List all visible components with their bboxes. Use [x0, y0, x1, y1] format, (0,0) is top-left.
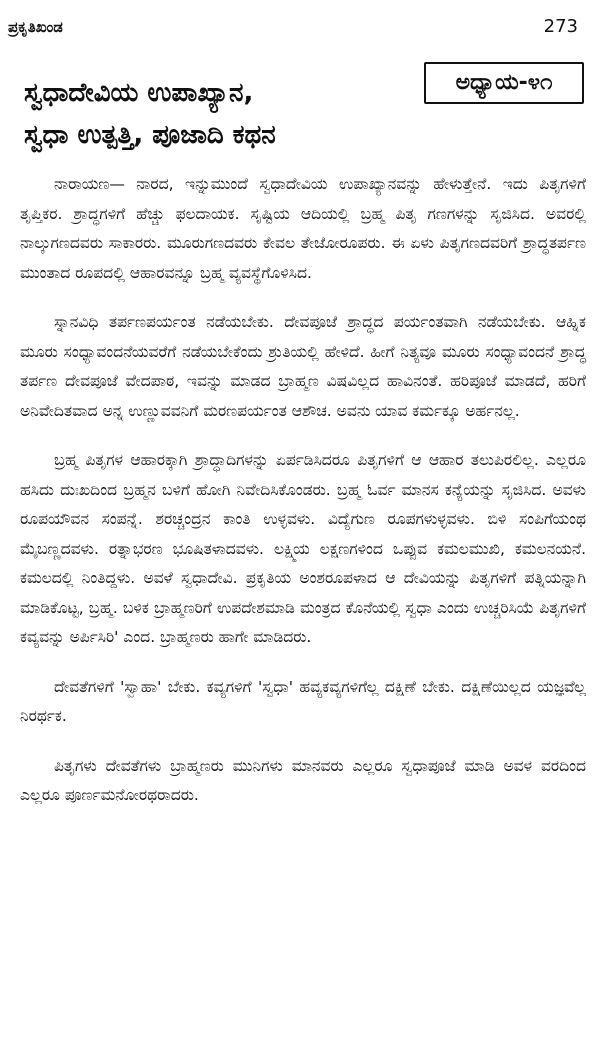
page-number: 273 — [543, 16, 578, 37]
paragraph-4: ದೇವತೆಗಳಿಗೆ 'ಸ್ವಾಹಾ' ಬೇಕು. ಕವ್ಯಗಳಿಗೆ 'ಸ್ವಧಾ' ಹವ್ಯಕವ್ಯಗಳಿಗೆಲ್ಲ ದಕ್ಷಿಣೆ ಬೇಕು. ದಕ್ಷಿಣೆಯಿಲ್ಲದ ಯಜ್ಞವೆಲ್ಲ ನಿರರ್ಥಕ. — [20, 677, 586, 725]
title-line-1: ಸ್ವಧಾದೇವಿಯ ಉಪಾಖ್ಯಾನ, — [24, 78, 254, 108]
paragraph-1: ನಾರಾಯಣ— ನಾರದ, ಇನ್ನುಮುಂದೆ ಸ್ವಧಾದೇವಿಯ ಉಪಾಖ್ಯಾನವನ್ನು ಹೇಳುತ್ತೇನೆ. ಇದು ಪಿತೃಗಳಿಗೆ ತೃಪ್ತಿಕರ. ಶ್ರಾದ್ಧಗಳಿಗೆ ಹೆಚ್ಚು ಫಲದಾಯಕ. ಸೃಷ್ಟಿಯ ಆದಿಯಲ್ಲಿ ಬ್ರಹ್ಮ ಪಿತೃ ಗಣಗಳನ್ನು ಸೃಜಿಸಿದ. ಅವರಲ್ಲಿ ನಾಲ್ಕುಗಣದವರು ಸಾಕಾರರು. ಮೂರುಗಣದವರು ಕೇವಲ ತೇಜೋರೂಪರು. ಈ ಏಳು ಪಿತೃಗಣದವರಿಗೆ ಶ್ರಾದ್ಧತರ್ಪಣ ಮುಂತಾದ ರೂಪದಲ್ಲಿ ಆಹಾರವನ್ನೂ ಬ್ರಹ್ಮ ವ್ಯವಸ್ಥೆಗೊಳಿಸಿದ. — [20, 175, 586, 282]
chapter-title — [24, 72, 419, 156]
title-line-2: ಸ್ವಧಾ ಉತ್ಪತ್ತಿ, ಪೂಜಾದಿ ಕಥನ — [24, 120, 276, 150]
body-text — [20, 170, 586, 831]
chapter-number-box: ಅಧ್ಯಾಯ-೪೧ — [424, 62, 584, 104]
paragraph-5: ಪಿತೃಗಳು ದೇವತೆಗಳು ಬ್ರಾಹ್ಮಣರು ಮುನಿಗಳು ಮಾನವರು ಎಲ್ಲರೂ ಸ್ವಧಾಪೂಜೆ ಮಾಡಿ ಅವಳ ವರದಿಂದ ಎಲ್ಲರೂ ಪೂರ್ಣಮನೋರಥರಾದರು. — [20, 756, 586, 804]
paragraph-3: ಬ್ರಹ್ಮ ಪಿತೃಗಳ ಆಹಾರಕ್ಕಾಗಿ ಶ್ರಾದ್ಧಾದಿಗಳನ್ನು ಏರ್ಪಡಿಸಿದರೂ ಪಿತೃಗಳಿಗೆ ಆ ಆಹಾರ ತಲುಪಿರಲಿಲ್ಲ. ಎಲ್ಲರೂ ಹಸಿದು ದುಃಖದಿಂದ ಬ್ರಹ್ಮನ ಬಳಿಗೆ ಹೋಗಿ ನಿವೇದಿಸಿಕೊಂಡರು. ಬ್ರಹ್ಮ ಓರ್ವ ಮಾನಸ ಕನ್ಯೆಯನ್ನು ಸೃಜಿಸಿದ. ಅವಳು ರೂಪಯೌವನ ಸಂಪನ್ನೆ. ಶರಚ್ಚಂದ್ರನ ಕಾಂತಿ ಉಳ್ಳವಳು. ವಿದ್ಯೆಗುಣ ರೂಪಗಳುಳ್ಳವಳು. ಬಿಳಿ ಸಂಪಿಗೆಯಂಥ ಮೈಬಣ್ಣದವಳು. ರತ್ನಾಭರಣ ಭೂಷಿತಳಾದವಳು. ಲಕ್ಷ್ಮಿಯ ಲಕ್ಷಣಗಳಿಂದ ಒಪ್ಪುವ ಕಮಲಮುಖಿ, ಕಮಲನಯನೆ. ಕಮಲದಲ್ಲಿ ನಿಂತಿದ್ದಳು. ಅವಳೆ ಸ್ವಧಾದೇವಿ. ಪ್ರಕೃತಿಯ ಅಂಶರೂಪಳಾದ ಆ ದೇವಿಯನ್ನು ಪಿತೃಗಳಿಗೆ ಪತ್ನಿಯನ್ನಾಗಿ ಮಾಡಿಕೊಟ್ಟ, ಬ್ರಹ್ಮ. ಬಳಿಕ ಬ್ರಾಹ್ಮಣರಿಗೆ ಉಪದೇಶಮಾಡಿ ಮಂತ್ರದ ಕೊನೆಯಲ್ಲಿ ಸ್ವಧಾ ಎಂದು ಉಚ್ಚರಿಸಿಯೆ ಪಿತೃಗಳಿಗೆ ಕವ್ಯವನ್ನು ಅರ್ಪಿಸಿರಿ' ಎಂದ. ಬ್ರಾಹ್ಮಣರು ಹಾಗೇ ಮಾಡಿದರು. — [20, 451, 586, 646]
section-header: ಪ್ರಕೃತಿಖಂಡ — [8, 18, 63, 36]
paragraph-2: ಸ್ನಾನವಿಧಿ ತರ್ಪಣಪರ್ಯಂತ ನಡೆಯಬೇಕು. ದೇವಪೂಜೆ ಶ್ರಾದ್ಧದ ಪರ್ಯಂತವಾಗಿ ನಡೆಯಬೇಕು. ಆಹ್ನಿಕ ಮೂರು ಸಂಧ್ಯಾವಂದನೆಯವರೆಗೆ ನಡೆಯಬೇಕೆಂದು ಶ್ರುತಿಯಲ್ಲಿ ಹೇಳಿದೆ. ಹೀಗೆ ನಿತ್ಯವೂ ಮೂರು ಸಂಧ್ಯಾವಂದನೆ ಶ್ರಾದ್ಧ ತರ್ಪಣ ದೇವಪೂಜೆ ವೇದಪಾಠ, ಇವನ್ನು ಮಾಡದ ಬ್ರಾಹ್ಮಣ ವಿಷವಿಲ್ಲದ ಹಾವಿನಂತೆ. ಹರಿಪೂಜೆ ಮಾಡದೆ, ಹರಿಗೆ ಅನಿವೇದಿತವಾದ ಅನ್ನ ಉಣ್ಣುವವನಿಗೆ ಮರಣಪರ್ಯಂತ ಆಶೌಚ. ಅವನು ಯಾವ ಕರ್ಮಕ್ಕೂ ಅರ್ಹನಲ್ಲ. — [20, 313, 586, 420]
